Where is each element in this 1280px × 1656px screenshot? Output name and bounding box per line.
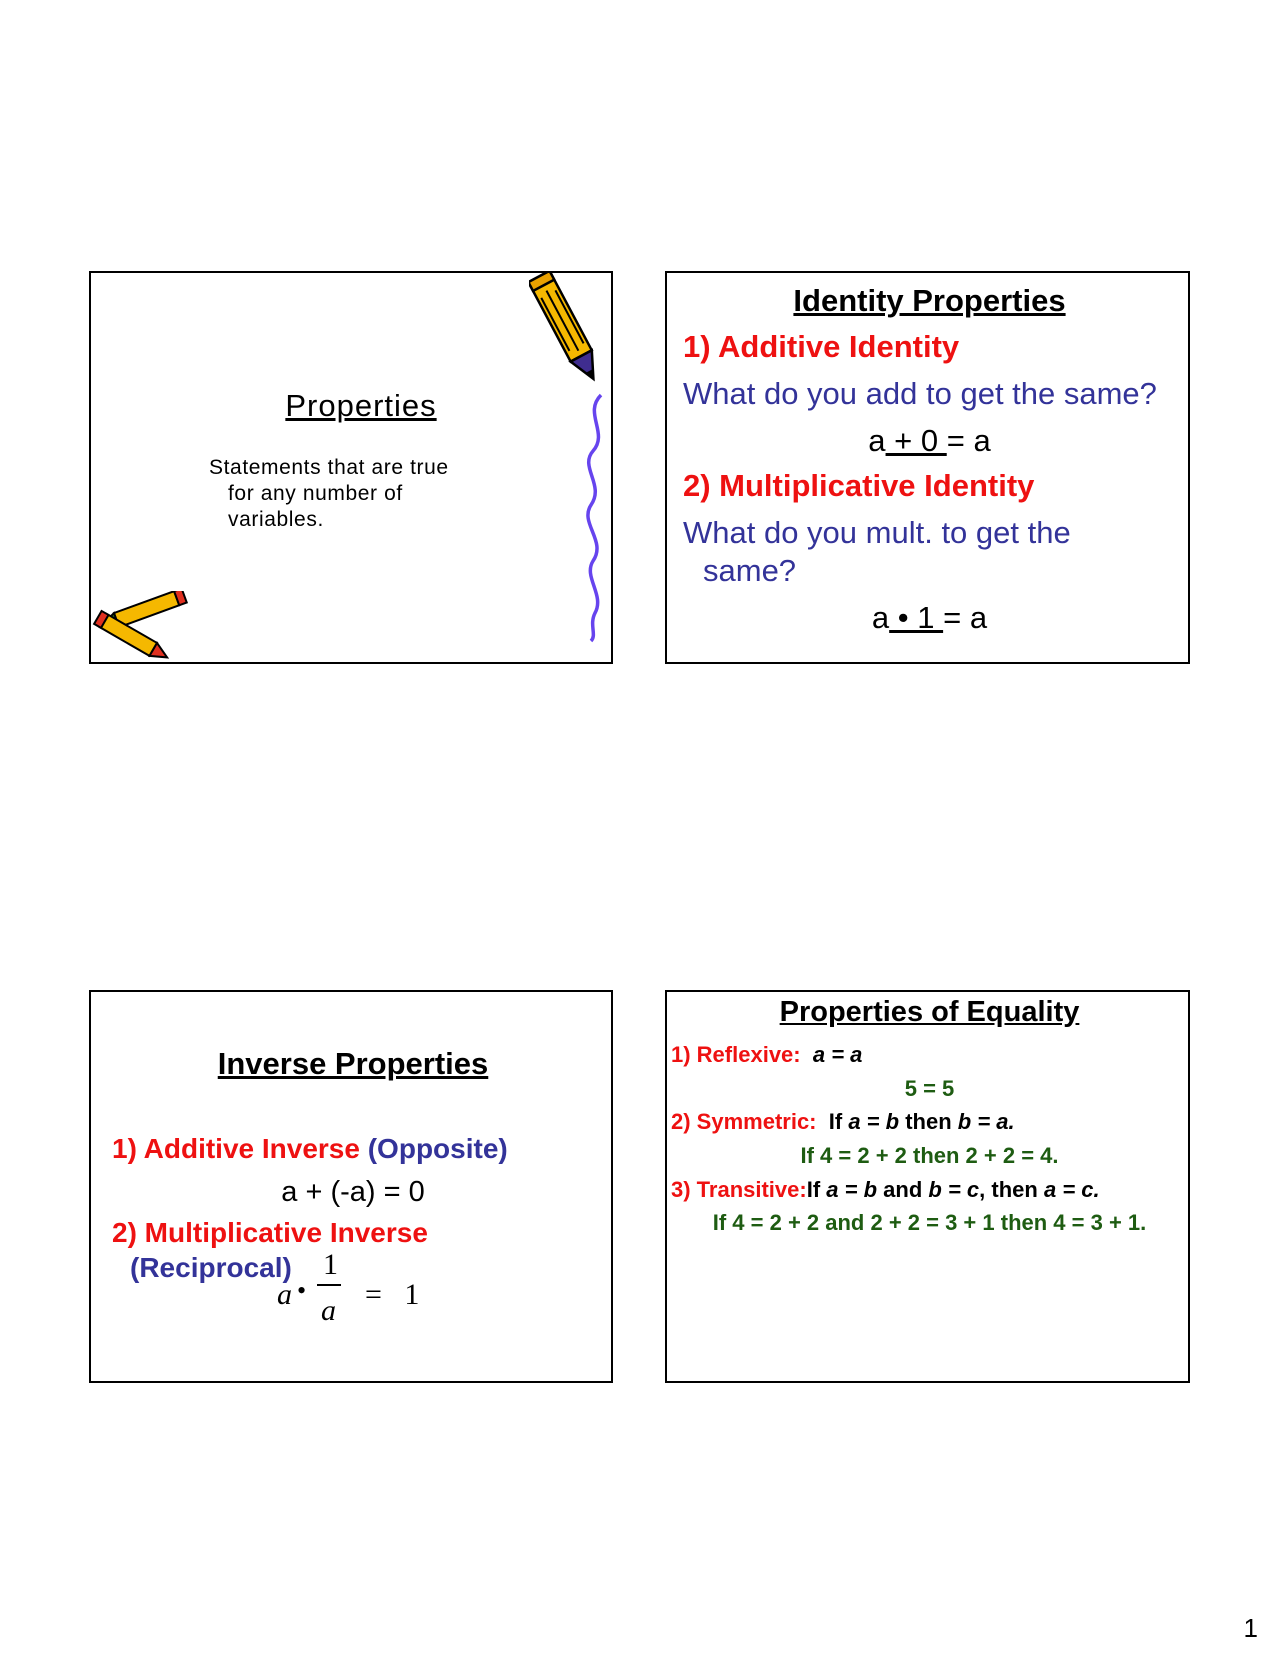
- eq-blank: + 0: [885, 423, 947, 458]
- slide-title: Identity Properties: [793, 283, 1066, 318]
- body-line: Statements that are true: [209, 456, 449, 479]
- page-number: 1: [1243, 1613, 1258, 1643]
- rule-label: 1) Reflexive:: [671, 1042, 801, 1067]
- multiplicative-identity-equation: [667, 600, 1190, 636]
- rule-label: 3) Transitive:: [671, 1177, 807, 1202]
- eq-blank: • 1: [889, 600, 944, 635]
- fraction-denominator: a: [321, 1294, 336, 1327]
- rule-text: a = c.: [1043, 1177, 1100, 1202]
- multiplicative-identity-heading: 2) Multiplicative Identity: [683, 468, 1035, 503]
- pencil-icon: [529, 273, 611, 398]
- slide-title: Properties of Equality: [779, 996, 1080, 1028]
- slide-title: Inverse Properties: [217, 1046, 489, 1081]
- rule-text: a = b: [826, 1177, 878, 1202]
- eq-part: = a: [943, 600, 988, 635]
- body-line: for any number of: [228, 482, 403, 505]
- transitive-example: If 4 = 2 + 2 and 2 + 2 = 3 + 1 then 4 = 3 + 1.: [712, 1210, 1147, 1235]
- symmetric-example: If 4 = 2 + 2 then 2 + 2 = 4.: [800, 1143, 1059, 1168]
- additive-identity-heading: 1) Additive Identity: [683, 329, 960, 364]
- eq-part: a: [868, 423, 886, 458]
- squiggle-line-icon: [581, 393, 613, 643]
- reflexive-rule: [671, 1042, 862, 1068]
- slide-inverse-properties: [89, 990, 613, 1383]
- rule-text: a = a: [812, 1042, 863, 1067]
- additive-identity-question: What do you add to get the same?: [683, 376, 1157, 411]
- slide-identity-properties: [665, 271, 1190, 664]
- multiplicative-identity-question-cont: same?: [703, 553, 797, 588]
- transitive-rule: [671, 1177, 1100, 1203]
- slide-properties: [89, 271, 613, 664]
- reflexive-example: 5 = 5: [904, 1076, 955, 1101]
- rule-label: 2) Symmetric:: [671, 1109, 817, 1134]
- multiplicative-inverse-heading: 2) Multiplicative Inverse: [112, 1217, 428, 1248]
- rule-text: then: [905, 1109, 952, 1134]
- pencils-pair-icon: [91, 591, 201, 664]
- eq-result: = 1: [365, 1278, 420, 1311]
- heading-paren: (Opposite): [367, 1133, 508, 1164]
- symmetric-rule: [671, 1109, 1015, 1135]
- eq-part: a: [871, 600, 890, 635]
- eq-part: = a: [946, 423, 991, 458]
- heading-label: 1) Additive Inverse: [112, 1133, 360, 1164]
- rule-text: , then: [979, 1177, 1038, 1202]
- fraction-numerator: 1: [323, 1248, 338, 1281]
- body-line: variables.: [228, 508, 324, 531]
- slide-properties-of-equality: [665, 990, 1190, 1383]
- rule-text: If: [806, 1177, 821, 1202]
- fraction-bar: [317, 1284, 341, 1286]
- slide-title: Properties: [285, 388, 437, 423]
- rule-text: and: [883, 1177, 923, 1202]
- rule-text: b = c: [928, 1177, 980, 1202]
- additive-inverse-equation: a + (-a) = 0: [281, 1176, 425, 1208]
- additive-inverse-heading: [112, 1133, 508, 1165]
- bullet-operator: •: [297, 1276, 307, 1305]
- additive-identity-equation: [667, 423, 1190, 459]
- eq-var: a: [277, 1278, 292, 1311]
- rule-text: If: [828, 1109, 843, 1134]
- rule-text: b = a.: [957, 1109, 1015, 1134]
- slide-body: [209, 455, 449, 533]
- multiplicative-identity-question: What do you mult. to get the: [683, 515, 1071, 550]
- multiplicative-inverse-paren: (Reciprocal): [130, 1252, 292, 1283]
- rule-text: a = b: [848, 1109, 900, 1134]
